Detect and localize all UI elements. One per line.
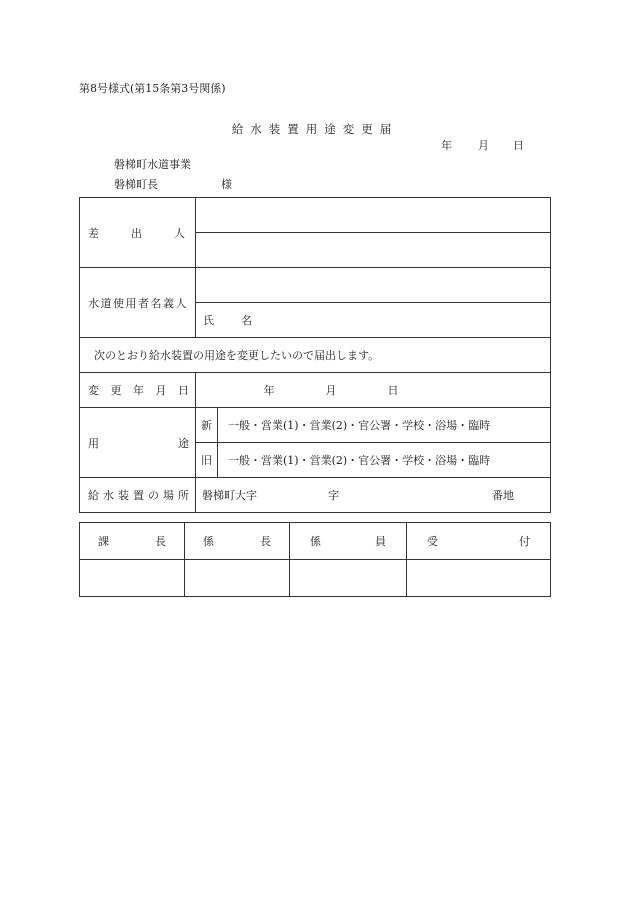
addressee-mayor: 磐梯町長 — [114, 178, 158, 191]
approval-stamp-subsection-chief[interactable] — [185, 560, 290, 597]
approval-h3-char-2: 員 — [375, 535, 386, 548]
change-date-char-1: 変 — [88, 384, 99, 397]
location-char-7: 所 — [178, 489, 189, 502]
water-user-label: 水道使用者名義人 — [88, 296, 188, 310]
application-table — [79, 197, 551, 513]
approval-h2-char-1: 係 — [203, 535, 214, 548]
form-title: 給水装置用途変更届 — [231, 122, 399, 136]
applicant-char-3: 人 — [174, 226, 185, 240]
change-date-char-3: 年 — [133, 384, 144, 397]
location-char-4: 置 — [133, 489, 144, 502]
change-date-month: 月 — [325, 384, 337, 397]
name-label-char-2: 名 — [241, 314, 252, 327]
location-label-cell — [80, 478, 196, 513]
water-user-name-field[interactable] — [196, 303, 551, 338]
declaration-note: 次のとおり給水装置の用途を変更したいので届出します。 — [80, 338, 551, 373]
approval-stamp-reception[interactable] — [407, 560, 551, 597]
approval-table — [79, 522, 551, 597]
approval-header-subsection-chief — [185, 523, 290, 560]
change-date-field[interactable] — [196, 373, 551, 408]
form-reference: 第8号様式(第15条第3号関係) — [79, 82, 226, 95]
location-aza: 字 — [328, 489, 339, 502]
approval-stamp-section-chief[interactable] — [80, 560, 185, 597]
location-field[interactable] — [196, 478, 551, 513]
change-date-day: 日 — [387, 384, 399, 397]
applicant-name-field[interactable] — [196, 233, 551, 268]
approval-h3-char-1: 係 — [310, 535, 321, 548]
applicant-label-cell — [80, 198, 196, 268]
applicant-char-2: 出 — [131, 226, 142, 240]
water-user-address-field[interactable] — [196, 268, 551, 303]
addressee-waterworks: 磐梯町水道事業 — [114, 158, 191, 171]
change-date-label-cell — [80, 373, 196, 408]
approval-header-reception — [407, 523, 551, 560]
usage-new-label: 新 — [196, 408, 218, 443]
location-char-1: 給 — [88, 489, 99, 502]
date-year-label: 年 — [441, 139, 452, 152]
usage-old-label: 旧 — [196, 443, 218, 478]
usage-new-options[interactable]: 一般・営業(1)・営業(2)・官公署・学校・浴場・臨時 — [218, 408, 551, 443]
date-month-label: 月 — [478, 139, 489, 152]
date-day-label: 日 — [513, 139, 524, 152]
approval-h1-char-2: 長 — [155, 535, 166, 548]
location-banchi: 番地 — [492, 489, 514, 502]
addressee-honorific: 様 — [221, 178, 232, 191]
change-date-char-5: 日 — [178, 384, 189, 397]
usage-char-2: 途 — [178, 436, 189, 450]
approval-h1-char-1: 課 — [98, 535, 109, 548]
usage-old-options[interactable]: 一般・営業(1)・営業(2)・官公署・学校・浴場・臨時 — [218, 443, 551, 478]
water-user-label-cell — [80, 268, 196, 338]
change-date-year: 年 — [263, 384, 275, 397]
approval-h4-char-1: 受 — [427, 535, 438, 548]
location-char-6: 場 — [163, 489, 174, 502]
applicant-address-field[interactable] — [196, 198, 551, 233]
usage-label-cell — [80, 408, 196, 478]
approval-h4-char-2: 付 — [519, 535, 530, 548]
location-char-2: 水 — [103, 489, 114, 502]
usage-char-1: 用 — [88, 436, 99, 450]
approval-stamp-staff[interactable] — [290, 560, 407, 597]
change-date-char-2: 更 — [110, 384, 122, 397]
approval-header-section-chief — [80, 523, 185, 560]
change-date-char-4: 月 — [155, 384, 167, 397]
location-town: 磐梯町大字 — [202, 489, 257, 502]
applicant-char-1: 差 — [88, 226, 99, 240]
approval-header-staff — [290, 523, 407, 560]
location-char-5: の — [148, 489, 159, 502]
approval-h2-char-2: 長 — [260, 535, 271, 548]
location-char-3: 装 — [118, 489, 129, 502]
name-label-char-1: 氏 — [203, 314, 214, 327]
